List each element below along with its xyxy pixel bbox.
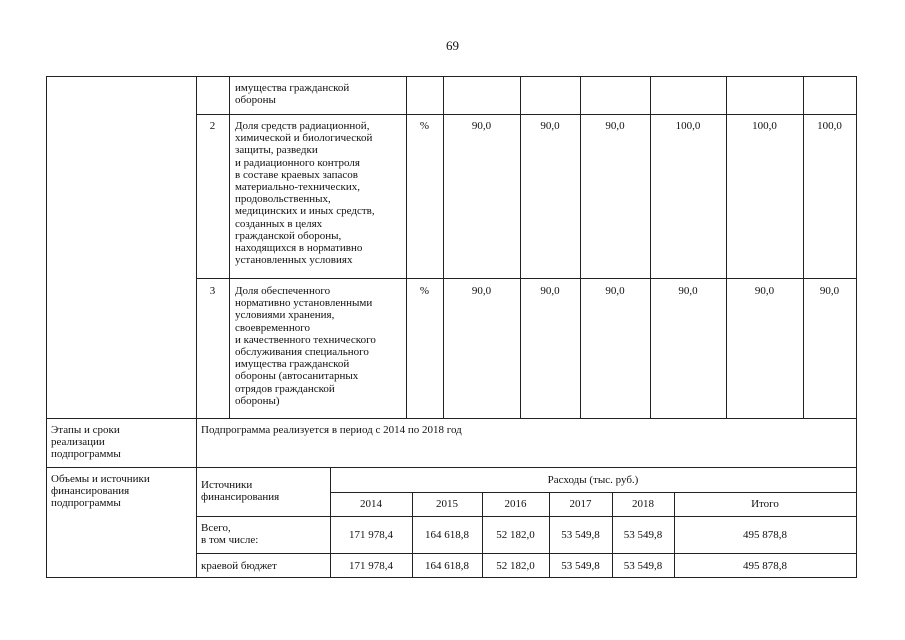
- col-divider: [196, 76, 197, 578]
- amount-cell: 171 978,4: [349, 529, 393, 541]
- year-header: 2016: [504, 498, 527, 510]
- total-cell: 495 878,8: [743, 529, 787, 541]
- year-header: 2014: [360, 498, 382, 510]
- indicator-name: Доля средств радиационной, химической и биологической защиты, разведки и радиационного контроля в составе краевых запасов материально-технических, продовольственных, медицинских и иных средств, созданных в целях гражданской обороны, находящихся в нормативно установленных условиях: [235, 120, 375, 267]
- indicator-name: имущества гражданской обороны: [235, 82, 350, 107]
- indicator-value: 90,0: [754, 285, 775, 297]
- indicator-value: 90,0: [605, 120, 625, 132]
- indicator-value: 100,0: [675, 120, 701, 132]
- amount-cell: 164 618,8: [425, 529, 469, 541]
- row-divider: [46, 467, 857, 468]
- indicator-unit: %: [419, 285, 430, 297]
- financing-label: Объемы и источники финансирования подпрограммы: [51, 473, 150, 510]
- amount-cell: 171 978,4: [349, 560, 393, 572]
- table-border-top: [46, 76, 857, 77]
- amount-cell: 53 549,8: [623, 529, 663, 541]
- indicator-value: 90,0: [819, 285, 840, 297]
- row-divider: [46, 418, 857, 419]
- indicator-value: 90,0: [605, 285, 625, 297]
- indicator-value: 90,0: [471, 120, 492, 132]
- row-divider: [196, 516, 857, 517]
- amount-cell: 164 618,8: [425, 560, 469, 572]
- amount-cell: 52 182,0: [496, 560, 535, 572]
- indicator-name: Доля обеспеченного нормативно установленными условиями хранения, своевременного и качественного технического обслуживания специального имущества гражданской обороны (автосанитарных отрядов гражданской обороны): [235, 285, 376, 407]
- indicator-number: 2: [209, 120, 216, 132]
- row-divider: [196, 278, 857, 279]
- year-header: 2017: [569, 498, 592, 510]
- amount-cell: 52 182,0: [496, 529, 535, 541]
- year-header: 2018: [632, 498, 654, 510]
- expenses-header: Расходы (тыс. руб.): [547, 474, 639, 486]
- indicator-value: 90,0: [471, 285, 492, 297]
- col-divider: [229, 76, 230, 419]
- table-border-bottom: [46, 577, 857, 578]
- table-border-left: [46, 76, 47, 578]
- amount-cell: 53 549,8: [623, 560, 663, 572]
- total-cell: 495 878,8: [743, 560, 787, 572]
- source-name: краевой бюджет: [201, 560, 277, 572]
- amount-cell: 53 549,8: [561, 560, 600, 572]
- indicator-value: 90,0: [540, 285, 560, 297]
- source-name: Всего, в том числе:: [201, 522, 259, 547]
- amount-cell: 53 549,8: [561, 529, 600, 541]
- indicator-value: 90,0: [540, 120, 560, 132]
- stages-label: Этапы и сроки реализации подпрограммы: [51, 424, 121, 461]
- indicator-value: 100,0: [752, 120, 777, 132]
- row-divider: [196, 553, 857, 554]
- row-divider: [196, 114, 857, 115]
- year-header: 2015: [436, 498, 458, 510]
- stages-text: Подпрограмма реализуется в период с 2014 по 2018 год: [201, 424, 462, 436]
- row-divider: [330, 492, 857, 493]
- indicator-unit: %: [419, 120, 430, 132]
- indicator-number: 3: [209, 285, 216, 297]
- indicator-value: 100,0: [817, 120, 842, 132]
- sources-header: Источники финансирования: [201, 479, 280, 504]
- indicator-value: 90,0: [678, 285, 698, 297]
- table-border-right: [856, 76, 857, 578]
- page-number: 69: [446, 38, 459, 53]
- total-header: Итого: [751, 498, 779, 510]
